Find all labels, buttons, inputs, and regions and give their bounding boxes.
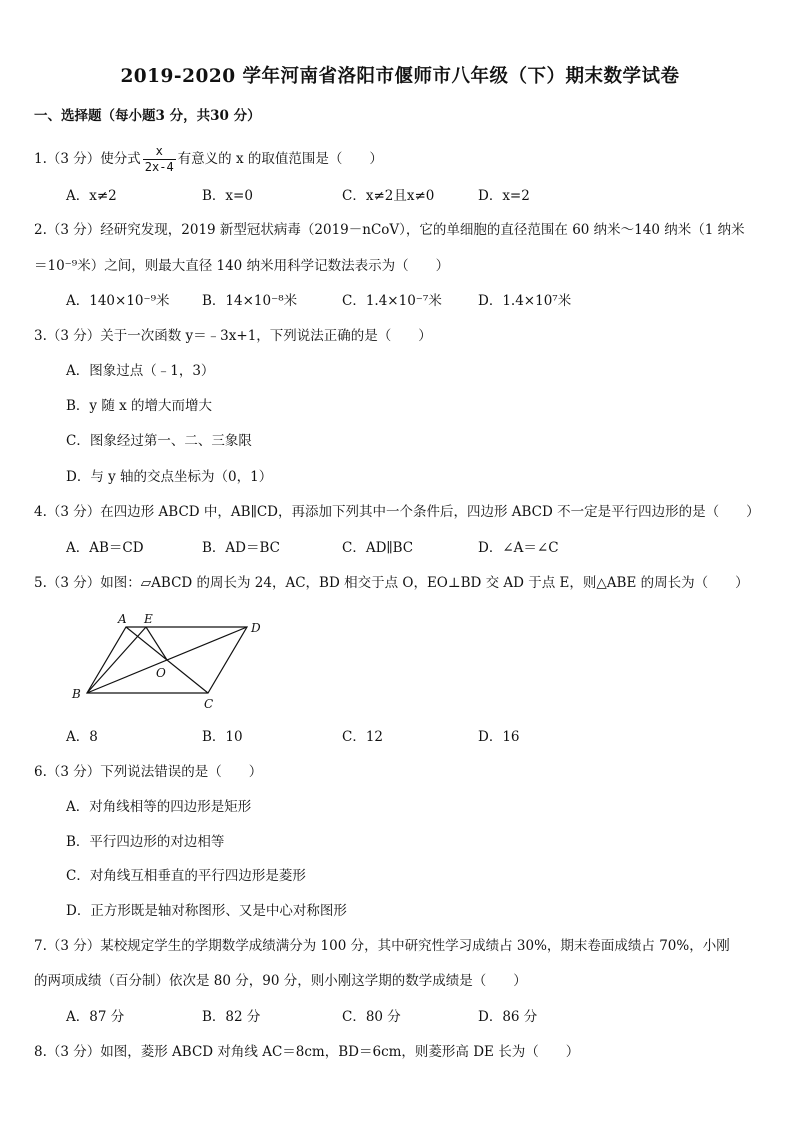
option-c: C．对角线互相垂直的平行四边形是菱形 (66, 868, 306, 884)
option-b: B．x=0 (202, 188, 253, 204)
question-3-stem: 3.（3 分）关于一次函数 y＝﹣3x+1，下列说法正确的是（ ） (34, 328, 432, 344)
question-2-stem: 2.（3 分）经研究发现，2019 新型冠状病毒（2019－nCoV），它的单细胞的直径范围在 60 纳米～140 纳米（1 纳米 (34, 222, 745, 238)
option-c: C．x≠2且x≠0 (342, 188, 435, 204)
option-a: A．x≠2 (66, 188, 117, 204)
option-a: A．图象过点（﹣1，3） (66, 363, 215, 379)
label-e: E (144, 612, 153, 626)
option-c: C．80 分 (342, 1009, 401, 1025)
q1-prefix: 1.（3 分）使分式 (34, 151, 141, 167)
option-a: A．87 分 (66, 1009, 125, 1025)
option-d: D．1.4×10⁷米 (478, 293, 572, 309)
segment-be (87, 627, 146, 693)
question-4-stem: 4.（3 分）在四边形 ABCD 中，AB∥CD，再添加下列其中一个条件后，四边形 ABCD 不一定是平行四边形的是（ ） (34, 504, 760, 520)
option-b: B．平行四边形的对边相等 (66, 834, 225, 850)
option-b: B．10 (202, 729, 243, 745)
option-a: A．对角线相等的四边形是矩形 (66, 799, 252, 815)
option-a: A．8 (66, 729, 98, 745)
option-c: C．1.4×10⁻⁷米 (342, 293, 442, 309)
option-d: D．86 分 (478, 1009, 538, 1025)
option-d: D．正方形既是轴对称图形、又是中心对称图形 (66, 903, 347, 919)
label-b: B (72, 687, 81, 701)
fraction (143, 144, 176, 175)
question-7-stem: 7.（3 分）某校规定学生的学期数学成绩满分为 100 分，其中研究性学习成绩占 30%，期末卷面成绩占 70%，小刚 (34, 938, 730, 954)
option-a: A．AB＝CD (66, 540, 144, 556)
option-b: B．y 随 x 的增大而增大 (66, 398, 213, 414)
question-6-stem: 6.（3 分）下列说法错误的是（ ） (34, 764, 263, 780)
label-c: C (204, 697, 214, 710)
label-a: A (118, 612, 127, 626)
question-7-stem-cont: 的两项成绩（百分制）依次是 80 分，90 分，则小刚这学期的数学成绩是（ ） (34, 973, 527, 989)
option-a: A．140×10⁻⁹米 (66, 293, 170, 309)
option-d: D．16 (478, 729, 520, 745)
question-1-stem (34, 144, 800, 175)
fraction-denominator: 2x-4 (144, 160, 174, 174)
parallelogram-figure (60, 606, 280, 710)
option-c: C．图象经过第一、二、三象限 (66, 433, 252, 449)
label-o: O (156, 666, 166, 680)
option-d: D．x=2 (478, 188, 530, 204)
label-d: D (251, 621, 261, 635)
option-d: D．∠A＝∠C (478, 540, 559, 556)
option-d: D．与 y 轴的交点坐标为（0，1） (66, 469, 273, 485)
q1-suffix: 有意义的 x 的取值范围是（ ） (177, 151, 383, 167)
exam-title: 2019-2020 学年河南省洛阳市偃师市八年级（下）期末数学试卷 (120, 66, 680, 87)
question-2-stem-cont: ＝10⁻⁹米）之间，则最大直径 140 纳米用科学记数法表示为（ ） (34, 258, 450, 274)
fraction-numerator: x (143, 144, 176, 160)
option-c: C．12 (342, 729, 384, 745)
option-b: B．82 分 (202, 1009, 261, 1025)
question-8-stem: 8.（3 分）如图，菱形 ABCD 对角线 AC＝8cm，BD＝6cm，则菱形高 DE 长为（ ） (34, 1044, 580, 1060)
section-heading: 一、选择题（每小题3 分，共30 分） (34, 108, 261, 124)
question-5-stem: 5.（3 分）如图：▱ABCD 的周长为 24，AC，BD 相交于点 O，EO⊥BD 交 AD 于点 E，则△ABE 的周长为（ ） (34, 575, 749, 591)
segment-eo (146, 627, 167, 660)
option-c: C．AD∥BC (342, 540, 414, 556)
option-b: B．AD＝BC (202, 540, 280, 556)
option-b: B．14×10⁻⁸米 (202, 293, 298, 309)
